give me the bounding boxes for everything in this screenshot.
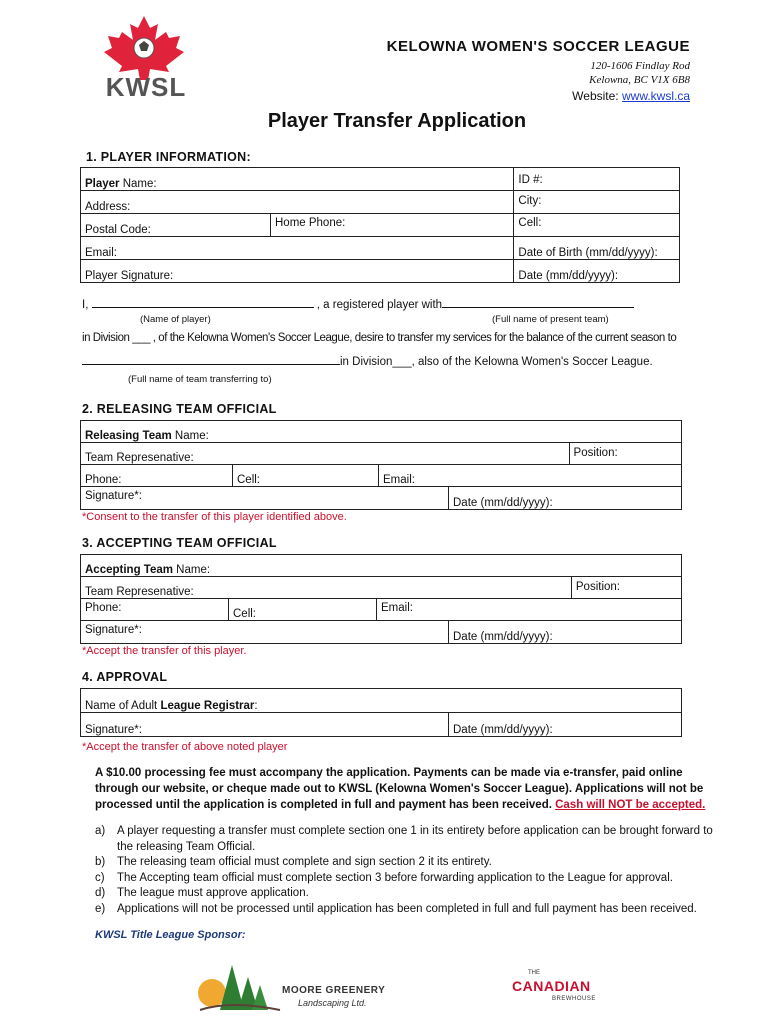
accepting-team-table — [80, 554, 682, 621]
registrar-suffix: : — [254, 700, 258, 712]
registrar-bold: League Registrar — [160, 700, 255, 712]
accepting-date-field[interactable]: Date (mm/dd/yyyy): — [449, 621, 682, 644]
address-field[interactable]: Address: — [81, 191, 514, 214]
rule-item — [95, 824, 715, 855]
approval-date-field[interactable]: Date (mm/dd/yyyy): — [449, 713, 682, 737]
rule-label: c) — [95, 871, 105, 884]
releasing-email-field[interactable]: Email: — [379, 465, 682, 487]
sponsor2-small: THE — [528, 970, 540, 976]
transfer-team-caption: (Full name of team transferring to) — [128, 374, 272, 385]
player-date-field[interactable]: Date (mm/dd/yyyy): — [514, 260, 680, 283]
statement-i: I, — [82, 299, 89, 311]
releasing-phone-field[interactable]: Phone: — [81, 465, 233, 487]
present-team-caption: (Full name of present team) — [492, 314, 609, 325]
approval-note: *Accept the transfer of above noted player — [82, 741, 288, 753]
releasing-cell-field[interactable]: Cell: — [233, 465, 379, 487]
rule-label: e) — [95, 902, 106, 915]
rule-text: A player requesting a transfer must complete section one 1 in its entirety before application can be brought forward to the releasing Team Official. — [117, 825, 713, 853]
canadian-brewhouse-logo — [510, 970, 620, 1010]
registrar-name-field[interactable] — [81, 689, 682, 713]
sponsor2-sub: BREWHOUSE — [552, 996, 596, 1002]
rule-text: The Accepting team official must complete section 3 before forwarding application to the League for approval. — [117, 871, 673, 884]
sponsor2-main: CANADIAN — [512, 978, 591, 994]
statement-line2: in Division ___ , of the Kelowna Women's Soccer League, desire to transfer my services for the balance of the current season to — [82, 332, 677, 344]
statement-registered: , a registered player with — [316, 299, 443, 311]
address-line2: Kelowna, BC V1X 6B8 — [589, 74, 690, 86]
league-name: KELOWNA WOMEN'S SOCCER LEAGUE — [386, 38, 690, 55]
rule-label: d) — [95, 887, 106, 899]
releasing-team-name-field[interactable] — [81, 421, 682, 443]
section1-heading: 1. PLAYER INFORMATION: — [86, 150, 251, 164]
player-name-field[interactable] — [81, 168, 514, 191]
city-field[interactable]: City: — [514, 191, 680, 214]
player-name-label: Name: — [119, 178, 157, 190]
player-bold: Player — [85, 178, 120, 190]
releasing-rep-field[interactable]: Team Represenative: — [81, 443, 570, 465]
releasing-position-field[interactable]: Position: — [569, 443, 681, 465]
approval-signature-field[interactable]: Signature*: — [81, 713, 449, 737]
website — [572, 89, 690, 103]
accepting-team-name-field[interactable] — [81, 555, 682, 577]
statement-line3-tail: in Division___, also of the Kelowna Women's Soccer League. — [340, 356, 653, 368]
accepting-signature-field[interactable]: Signature*: — [81, 621, 449, 644]
name-of-player-caption: (Name of player) — [140, 314, 211, 325]
rule-label: a) — [95, 825, 106, 837]
present-team-blank[interactable] — [442, 298, 634, 308]
rule-item — [95, 886, 715, 902]
cash-notice: Cash will NOT be accepted. — [555, 799, 706, 811]
section3-heading: 3. ACCEPTING TEAM OFFICIAL — [82, 536, 277, 550]
releasing-signature-field[interactable]: Signature*: — [81, 487, 449, 510]
rules-list — [95, 824, 715, 917]
player-name-blank[interactable] — [92, 298, 314, 308]
releasing-team-bold: Releasing Team — [85, 430, 172, 442]
sponsor1-line2: Landscaping Ltd. — [298, 998, 367, 1008]
section4-heading: 4. APPROVAL — [82, 670, 168, 684]
releasing-team-table — [80, 420, 682, 487]
registrar-prefix: Name of Adult — [85, 700, 161, 712]
rule-text: Applications will not be processed until application has been completed in full and full payment has been received. — [117, 902, 697, 915]
website-label: Website: — [572, 89, 619, 103]
rule-text: The releasing team official must complete and sign section 2 it its entirety. — [117, 856, 492, 868]
accepting-team-bold: Accepting Team — [85, 564, 173, 576]
releasing-note: *Consent to the transfer of this player identified above. — [82, 511, 347, 523]
page-title: Player Transfer Application — [267, 110, 527, 132]
rule-item — [95, 855, 715, 871]
dob-field[interactable]: Date of Birth (mm/dd/yyyy): — [514, 237, 680, 260]
accepting-position-field[interactable]: Position: — [571, 577, 681, 599]
id-field[interactable]: ID #: — [514, 168, 680, 191]
home-phone-field[interactable]: Home Phone: — [271, 214, 514, 237]
releasing-date-field[interactable]: Date (mm/dd/yyyy): — [449, 487, 682, 510]
releasing-signature-table — [80, 486, 682, 510]
rule-text: The league must approve application. — [117, 887, 309, 899]
statement-line3 — [82, 355, 702, 368]
postal-field[interactable]: Postal Code: — [81, 214, 271, 237]
kwsl-logo — [94, 14, 194, 104]
fee-notice — [95, 765, 715, 813]
transfer-team-blank[interactable] — [82, 355, 340, 365]
fee-notice-text: A $10.00 processing fee must accompany the application. Payments can be made via e-transfer, paid online through our website, or cheque made out to KWSL (Kelowna Women's Soccer League). Applications will not be processed until the application is completed in full and payment has been received. — [95, 767, 704, 811]
accepting-phone-field[interactable]: Phone: — [81, 599, 229, 621]
rule-item — [95, 902, 715, 918]
address-line1: 120-1606 Findlay Rod — [590, 60, 690, 72]
approval-table — [80, 688, 682, 737]
sponsor-label: KWSL Title League Sponsor: — [95, 929, 246, 941]
accepting-rep-field[interactable]: Team Represenative: — [81, 577, 572, 599]
moore-greenery-logo — [190, 955, 390, 1015]
player-info-table — [80, 167, 680, 283]
accepting-email-field[interactable]: Email: — [377, 599, 682, 621]
accepting-note: *Accept the transfer of this player. — [82, 645, 247, 657]
email-field[interactable]: Email: — [81, 237, 514, 260]
accepting-cell-field[interactable]: Cell: — [229, 599, 377, 621]
website-link[interactable]: www.kwsl.ca — [621, 89, 690, 103]
statement-line1 — [82, 298, 682, 311]
rule-item — [95, 871, 715, 887]
releasing-team-name-label: Name: — [171, 430, 209, 442]
cell-field[interactable]: Cell: — [514, 214, 680, 237]
section2-heading: 2. RELEASING TEAM OFFICIAL — [82, 402, 277, 416]
sponsor1-line1: MOORE GREENERY — [282, 985, 386, 996]
rule-label: b) — [95, 856, 106, 868]
accepting-signature-table — [80, 620, 682, 644]
player-signature-field[interactable]: Player Signature: — [81, 260, 514, 283]
logo-text: KWSL — [105, 72, 187, 102]
accepting-team-name-label: Name: — [172, 564, 211, 576]
